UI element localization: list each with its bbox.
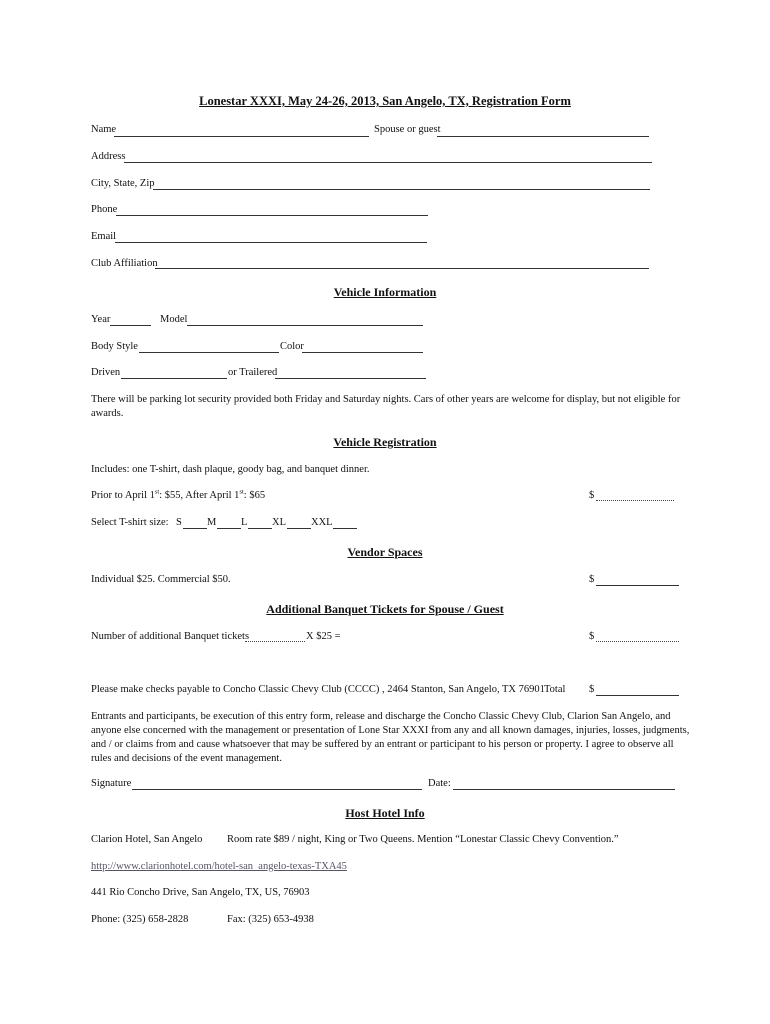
driven-field[interactable] bbox=[121, 378, 227, 379]
vendor-dollar: $ bbox=[589, 574, 595, 585]
payment-instructions: Please make checks payable to Concho Classic Chevy Club (CCCC) , 2464 Stanton, San Angelo, TX 76901 bbox=[91, 684, 545, 695]
body-style-field[interactable] bbox=[139, 352, 279, 353]
name-field[interactable] bbox=[114, 136, 369, 137]
vendor-amount-field[interactable] bbox=[596, 585, 679, 586]
year-field[interactable] bbox=[110, 325, 151, 326]
size-xl-field[interactable] bbox=[287, 528, 311, 529]
banquet-label: Number of additional Banquet tickets bbox=[91, 631, 250, 642]
name-label: Name bbox=[91, 124, 117, 135]
size-m-field[interactable] bbox=[217, 528, 241, 529]
banquet-amount-field[interactable] bbox=[596, 641, 679, 642]
year-label: Year bbox=[91, 314, 111, 325]
size-xxl-field[interactable] bbox=[333, 528, 357, 529]
vehicle-info-heading: Vehicle Information bbox=[333, 285, 437, 299]
trailered-field[interactable] bbox=[275, 378, 426, 379]
city-field[interactable] bbox=[153, 189, 650, 190]
form-title: Lonestar XXXI, May 24-26, 2013, San Angelo, TX, Registration Form bbox=[199, 94, 571, 108]
signature-field[interactable] bbox=[132, 789, 422, 790]
address-label: Address bbox=[91, 151, 126, 162]
city-label: City, State, Zip bbox=[91, 178, 155, 189]
model-label: Model bbox=[160, 314, 188, 325]
registration-price: Prior to April 1st: $55, After April 1st: $65 bbox=[91, 488, 266, 501]
driven-label: Driven bbox=[91, 367, 121, 378]
hotel-heading: Host Hotel Info bbox=[345, 806, 425, 820]
email-label: Email bbox=[91, 231, 117, 242]
address-field[interactable] bbox=[124, 162, 652, 163]
parking-note: There will be parking lot security provided both Friday and Saturday nights. Cars of other years are welcome for display, but not eligible for awards. bbox=[91, 394, 681, 419]
total-label: Total bbox=[544, 684, 566, 695]
color-label: Color bbox=[280, 341, 304, 352]
registration-amount-field[interactable] bbox=[596, 500, 674, 501]
size-xxl: XXL bbox=[311, 517, 333, 528]
banquet-multiplier: X $25 = bbox=[306, 631, 341, 642]
registration-includes: Includes: one T-shirt, dash plaque, goody bag, and banquet dinner. bbox=[91, 464, 370, 475]
size-s-field[interactable] bbox=[183, 528, 207, 529]
body-style-label: Body Style bbox=[91, 341, 138, 352]
banquet-count-field[interactable] bbox=[245, 641, 305, 642]
size-s: S bbox=[176, 517, 182, 528]
hotel-phone: Phone: (325) 658-2828 bbox=[91, 914, 189, 925]
date-field[interactable] bbox=[453, 789, 675, 790]
size-l-field[interactable] bbox=[248, 528, 272, 529]
total-dollar: $ bbox=[589, 684, 595, 695]
color-field[interactable] bbox=[302, 352, 423, 353]
banquet-heading: Additional Banquet Tickets for Spouse / Guest bbox=[266, 602, 504, 616]
size-m: M bbox=[207, 517, 217, 528]
vendor-heading: Vendor Spaces bbox=[347, 545, 423, 559]
hotel-link[interactable]: http://www.clarionhotel.com/hotel-san_angelo-texas-TXA45 bbox=[91, 861, 347, 872]
hotel-rate: Room rate $89 / night, King or Two Queens. Mention “Lonestar Classic Chevy Convention.” bbox=[227, 834, 619, 845]
trailered-label: or Trailered bbox=[228, 367, 278, 378]
signature-label: Signature bbox=[91, 778, 132, 789]
hotel-address: 441 Rio Concho Drive, San Angelo, TX, US, 76903 bbox=[91, 887, 310, 898]
date-label: Date: bbox=[428, 778, 451, 789]
registration-dollar: $ bbox=[589, 490, 595, 501]
total-amount-field[interactable] bbox=[596, 695, 679, 696]
hotel-fax: Fax: (325) 653-4938 bbox=[227, 914, 314, 925]
model-field[interactable] bbox=[187, 325, 423, 326]
hotel-name: Clarion Hotel, San Angelo bbox=[91, 834, 203, 845]
spouse-label: Spouse or guest bbox=[374, 124, 441, 135]
club-label: Club Affiliation bbox=[91, 258, 158, 269]
vehicle-registration-heading: Vehicle Registration bbox=[333, 435, 437, 449]
email-field[interactable] bbox=[115, 242, 427, 243]
phone-field[interactable] bbox=[116, 215, 428, 216]
spouse-field[interactable] bbox=[437, 136, 649, 137]
vendor-prices: Individual $25. Commercial $50. bbox=[91, 574, 231, 585]
club-field[interactable] bbox=[155, 268, 649, 269]
phone-label: Phone bbox=[91, 204, 118, 215]
banquet-dollar: $ bbox=[589, 631, 595, 642]
size-xl: XL bbox=[272, 517, 286, 528]
size-l: L bbox=[241, 517, 248, 528]
release-text: Entrants and participants, be execution of this entry form, release and discharge the Concho Classic Chevy Club, Clarion San Angelo, and anyone else concerned with the management or presentation of Lone Star XXXI from any and all known damages, injuries, losses, judgments, and / or claims from and cause whatsoever that may be suffered by an entrant or participant to his person or property. I agree to observe all rules and decisions of the event management. bbox=[91, 711, 690, 764]
tshirt-label: Select T-shirt size: bbox=[91, 517, 169, 528]
